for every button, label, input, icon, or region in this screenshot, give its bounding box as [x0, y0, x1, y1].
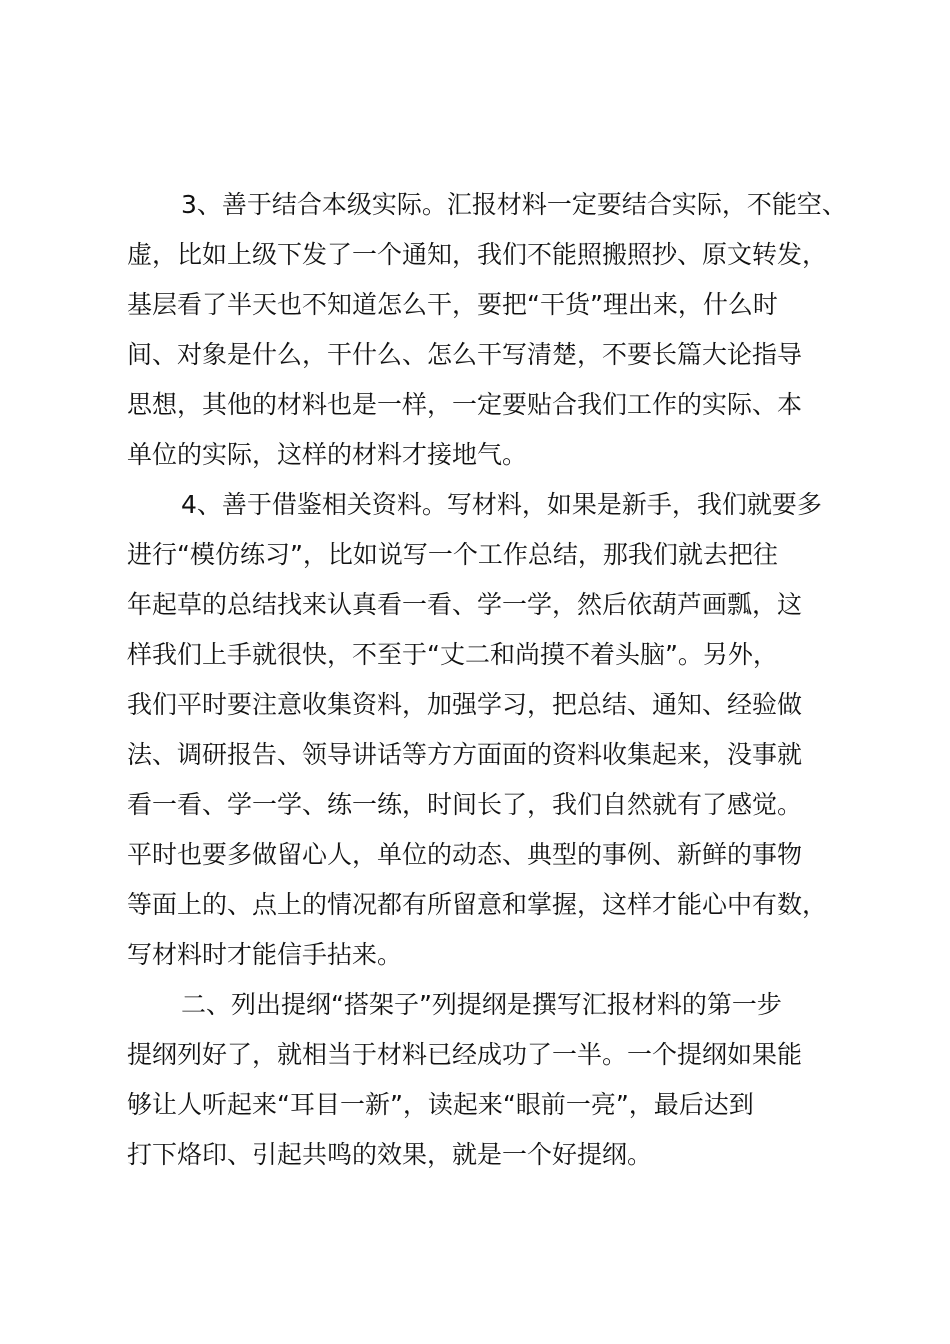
text-line: 样我们上手就很快，不至于“丈二和尚摸不着头脑”。另外， — [127, 640, 778, 669]
text-line: 够让人听起来“耳目一新”，读起来“眼前一亮”，最后达到 — [127, 1090, 754, 1119]
text-line: 间、对象是什么，干什么、怎么干写清楚，不要长篇大论指导 — [127, 340, 803, 369]
section-heading-line: 二、列出提纲“搭架子”列提纲是撰写汇报材料的第一步 — [181, 990, 782, 1019]
text-line: 打下烙印、引起共鸣的效果，就是一个好提纲。 — [127, 1140, 653, 1169]
text-line: 进行“模仿练习”，比如说写一个工作总结，那我们就去把往 — [127, 540, 778, 569]
text-line: 写材料时才能信手拈来。 — [127, 940, 403, 969]
text-line: 年起草的总结找来认真看一看、学一学，然后依葫芦画瓢，这 — [127, 590, 803, 619]
text-line: 3、善于结合本级实际。汇报材料一定要结合实际，不能空、 — [181, 190, 847, 219]
text-line: 我们平时要注意收集资料，加强学习，把总结、通知、经验做 — [127, 690, 803, 719]
text-line: 虚，比如上级下发了一个通知，我们不能照搬照抄、原文转发， — [127, 240, 828, 269]
text-line: 思想，其他的材料也是一样，一定要贴合我们工作的实际、本 — [127, 390, 803, 419]
paragraph-point-4 — [127, 480, 867, 980]
document-body — [127, 180, 867, 1180]
text-line: 法、调研报告、领导讲话等方方面面的资料收集起来，没事就 — [127, 740, 803, 769]
text-line: 看一看、学一学、练一练，时间长了，我们自然就有了感觉。 — [127, 790, 803, 819]
text-line: 单位的实际，这样的材料才接地气。 — [127, 440, 528, 469]
text-line: 4、善于借鉴相关资料。写材料，如果是新手，我们就要多 — [181, 490, 822, 519]
text-line: 提纲列好了，就相当于材料已经成功了一半。一个提纲如果能 — [127, 1040, 803, 1069]
paragraph-outline-section — [127, 980, 867, 1180]
text-line: 基层看了半天也不知道怎么干，要把“干货”理出来，什么时 — [127, 290, 778, 319]
paragraph-point-3 — [127, 180, 867, 480]
text-line: 平时也要多做留心人，单位的动态、典型的事例、新鲜的事物 — [127, 840, 803, 869]
text-line: 等面上的、点上的情况都有所留意和掌握，这样才能心中有数， — [127, 890, 828, 919]
